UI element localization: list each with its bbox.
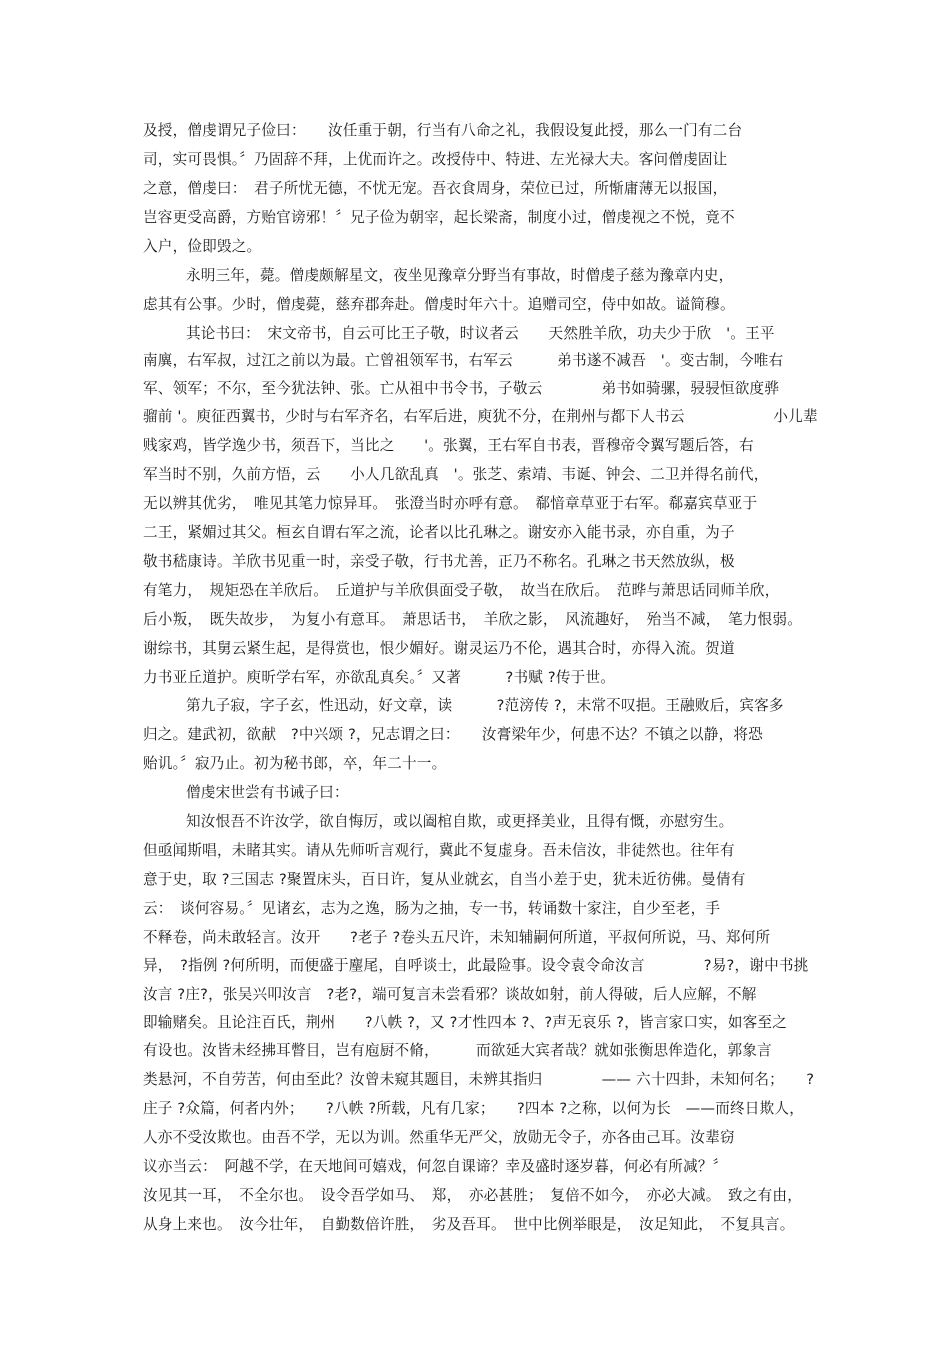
text-line: 虑其有公事。少时，僧虔薨，慈弃郡奔赴。僧虔时年六十。追赠司空，侍中如故。谥简穆。 <box>143 296 735 313</box>
text-line: 庄子 ?众篇，何者内外； ?八帙 ?所载，凡有几家； ?四本 ?之称，以何为长 ——而终日欺人， <box>143 1100 804 1117</box>
text-line: 汝言 ?庄?，张吴兴叩汝言 ?老?，端可复言未尝看邪？谈故如射，前人得破，后人应解，不解 <box>143 986 757 1003</box>
text-line: 云： 谈何容易。〞见诸玄，志为之逸，肠为之抽，专一书，转诵数十家注，自少至老，手 <box>143 900 721 917</box>
text-line: 即输赌矣。且论注百氏，荆州 ?八帙 ?，又 ?才性四本 ?、?声无哀乐 ?，皆言家口实，如客至之 <box>143 1014 787 1031</box>
text-line: 异， ?指例 ?何所明，而便盛于麈尾，自呼谈士，此最险事。设令袁令命汝言 ?易?，谢中书挑 <box>143 957 809 974</box>
text-line: 岂容更受高爵，方贻官谤邪！〞兄子俭为朝宰，起长梁斋，制度小过，僧虔视之不悦，竟不 <box>143 209 735 226</box>
paragraph-start-line: 第九子寂，字子玄，性迅动，好文章，读 ?范滂传 ?，未常不叹挹。王融败后，宾客多 <box>186 697 784 714</box>
text-line: 不释卷，尚未敢轻言。汝开 ?老子 ?卷头五尺许，未知辅嗣何所道，平叔何所说，马、郑何所 <box>143 929 771 946</box>
text-line: 入户，俭即毁之。 <box>143 238 262 255</box>
text-line: 贻讥。〞寂乃止。初为秘书郎，卒，年二十一。 <box>143 755 447 772</box>
text-line: 人亦不受汝欺也。由吾不学，无以为训。然重华无严父，放勋无令子，亦各由己耳。汝辈窃 <box>143 1129 735 1146</box>
text-line: 骝前 '。庾征西翼书，少时与右军齐名，右军后进，庾犹不分，在荆州与都下人书云 小儿辈 <box>143 408 818 425</box>
text-line: 有笔力， 规矩恐在羊欣后。 丘道护与羊欣俱面受子敬， 故当在欣后。 范晔与萧思话同师羊欣， <box>143 582 780 599</box>
text-line: 有设也。汝皆未经拂耳瞥目，岂有庖厨不脩， 而欲延大宾者哉？就如张衡思侔造化，郭象言 <box>143 1042 772 1059</box>
text-line: 南廙，右军叔，过江之前以为最。亡曾祖领军书，右军云 弟书遂不减吾 '。变古制，今唯右 <box>143 352 784 369</box>
paragraph-start-line: 僧虔宋世尝有书诫子曰： <box>186 784 349 801</box>
text-line: 及授，僧虔谓兄子俭曰： 汝任重于朝，行当有八命之礼，我假设复此授，那么一门有二台 <box>143 122 743 139</box>
text-line: 军、领军；不尔，至今犹法钟、张。亡从祖中书令书，子敬云 弟书如骑骡，骎骎恒欲度骅 <box>143 380 780 397</box>
text-line: 敬书嵇康诗。羊欣书见重一时，亲受子敬，行书尤善，正乃不称名。孔琳之书天然放纵，极 <box>143 553 735 570</box>
text-line: 意于史，取 ?三国志 ?聚置床头，百日许，复从业就玄，自当小差于史，犹未近彷佛。曼倩有 <box>143 871 746 888</box>
text-line: 后小叛， 既失故步， 为复小有意耳。 萧思话书， 羊欣之影， 风流趣好， 殆当不减， 笔力恨弱。 <box>143 611 803 628</box>
text-line: 之意，僧虔曰： 君子所忧无德，不忧无宠。吾衣食周身，荣位已过，所惭庸薄无以报国， <box>143 180 728 197</box>
paragraph-start-line: 知汝恨吾不许汝学，欲自悔厉，或以阖棺自欺，或更择美业，且得有慨，亦慰穷生。 <box>186 813 734 830</box>
text-line: 议亦当云： 阿越不学，在天地间可嬉戏，何忽自课谛？幸及盛时逐岁暮，何必有所减？〞 <box>143 1158 728 1175</box>
text-line: 无以辨其优劣， 唯见其笔力惊异耳。 张澄当时亦呼有意。 郗愔章草亚于右军。郗嘉宾草亚于 <box>143 495 758 512</box>
text-line: 军当时不别，久前方悟，云 小人几欲乱真 '。张芝、索靖、韦诞、钟会、二卫并得名前代， <box>143 466 769 483</box>
text-line: 贱家鸡，皆学逸少书，须吾下，当比之 '。张翼，王右军自书表，晋穆帝令翼写题后答，右 <box>143 437 754 454</box>
text-line: 归之。建武初，欲献 ?中兴颂 ?，兄志谓之曰： 汝膏梁年少，何患不达？不镇之以静，将恐 <box>143 726 763 743</box>
text-line: 力书亚丘道护。庾昕学右军，亦欲乱真矣。〞又著 ?书赋 ?传于世。 <box>143 669 616 686</box>
text-line: 汝见其一耳， 不全尔也。 设令吾学如马、 郑， 亦必甚胜； 复倍不如今， 亦必大减。 致之有由， <box>143 1187 803 1204</box>
paragraph-start-line: 永明三年，薨。僧虔颇解星文，夜坐见豫章分野当有事故，时僧虔子慈为豫章内史， <box>186 267 734 284</box>
text-line: 但亟闻斯唱，未睹其实。请从先师听言观行，冀此不复虚身。吾未信汝，非徒然也。往年有 <box>143 842 735 859</box>
text-line: 谢综书，其舅云紧生起，是得赏也，恨少媚好。谢灵运乃不伦，遇其合时，亦得入流。贺道 <box>143 640 735 657</box>
text-line: 司，实可畏惧。〞乃固辞不拜，上优而许之。改授侍中、特进、左光禄大夫。客问僧虔固让 <box>143 151 728 168</box>
text-line: 类悬河，不自劳苦，何由至此？汝曾未窥其题目，未辨其指归 —— 六十四卦，未知何名； ? <box>143 1071 815 1088</box>
text-line: 从身上来也。 汝今壮年， 自勤数倍许胜， 劣及吾耳。 世中比例举眼是， 汝足知此， 不复具言。 <box>143 1216 795 1233</box>
paragraph-start-line: 其论书曰： 宋文帝书，自云可比王子敬，时议者云 天然胜羊欣，功夫少于欣 '。王平 <box>186 325 775 342</box>
text-line: 二王，紧媚过其父。桓玄自谓右军之流，论者以比孔琳之。谢安亦入能书录，亦自重，为子 <box>143 524 735 541</box>
